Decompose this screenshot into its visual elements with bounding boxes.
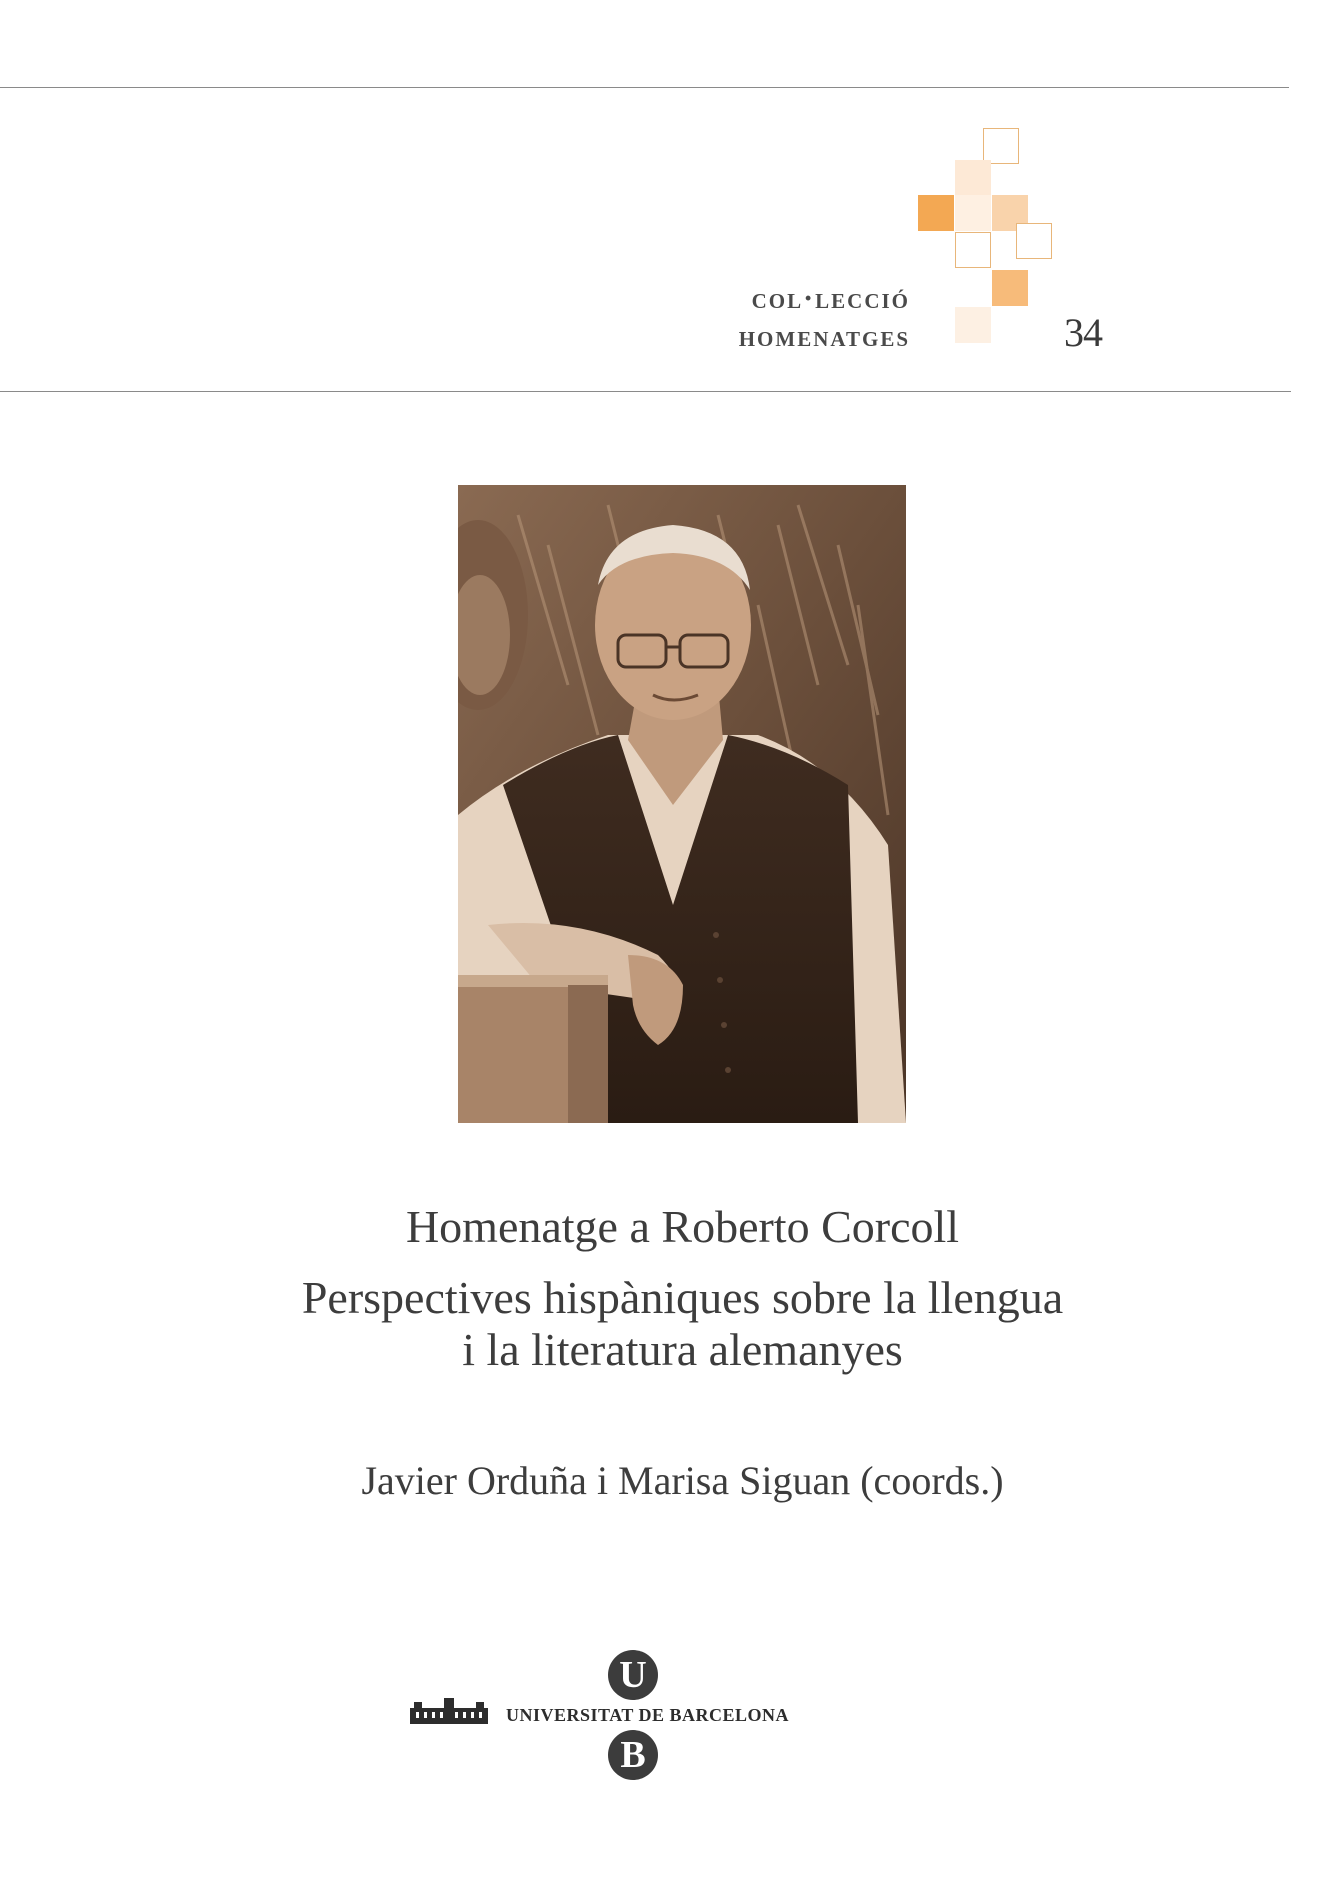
collection-line-1: col·lecció: [751, 282, 910, 315]
bottom-rule: [0, 391, 1291, 392]
square-orange-1: [918, 195, 954, 231]
square-orange-2: [992, 270, 1028, 306]
collection-number: 34: [1064, 310, 1102, 355]
book-editors: Javier Orduña i Marisa Siguan (coords.): [361, 1458, 1004, 1503]
publisher-logo: [410, 1650, 790, 1776]
book-subtitle: [0, 1272, 1339, 1376]
top-rule: [0, 87, 1289, 88]
publisher-name: UNIVERSITAT DE BARCELONA: [506, 1705, 790, 1725]
collection-name: [680, 280, 910, 356]
building-icon: [410, 1698, 488, 1724]
book-title: Homenatge a Roberto Corcoll: [405, 1201, 960, 1252]
ub-letter-b: B: [608, 1730, 658, 1780]
ub-letter-u: U: [608, 1650, 658, 1700]
square-outline-3: [1016, 223, 1052, 259]
square-pale-2: [955, 195, 991, 231]
subtitle-line-2: i la literatura alemanyes: [462, 1324, 903, 1375]
square-pale-3: [955, 307, 991, 343]
square-pale-1: [955, 160, 991, 196]
square-outline-1: [983, 128, 1019, 164]
portrait-photo: [458, 485, 906, 1123]
collection-line-2: homenatges: [738, 320, 910, 353]
subtitle-line-1: Perspectives hispàniques sobre la llengua: [301, 1272, 1064, 1323]
portrait-photo-icon: [458, 485, 906, 1123]
square-outline-2: [955, 232, 991, 268]
